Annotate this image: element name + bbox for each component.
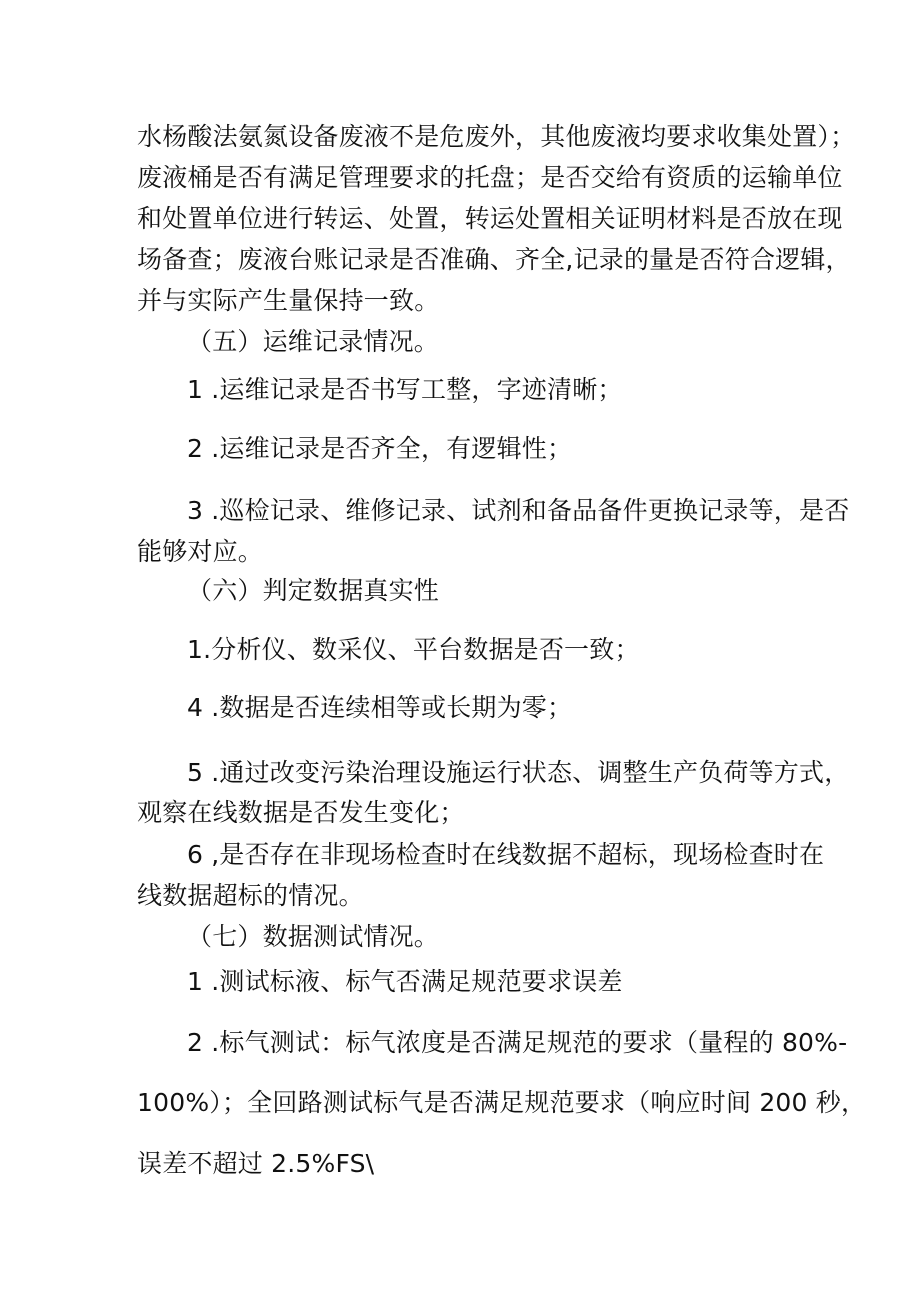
text-line: 并与实际产生量保持一致。: [137, 286, 440, 315]
list-item: 5 .通过改变污染治理设施运行状态、调整生产负荷等方式，: [187, 758, 850, 787]
text-line: 误差不超过 2.5%FS\: [137, 1149, 375, 1178]
text-line: 场备查；废液台账记录是否准确、齐全,记录的量是否符合逻辑，: [137, 245, 851, 274]
text-line: 100%）；全回路测试标气是否满足规范要求（响应时间 200 秒，: [137, 1088, 867, 1117]
text-line: 和处置单位进行转运、处置，转运处置相关证明材料是否放在现: [137, 204, 843, 233]
list-item: 4 .数据是否连续相等或长期为零；: [187, 693, 573, 722]
section-heading: （六）判定数据真实性: [187, 576, 440, 605]
list-item: 1.分析仪、数采仪、平台数据是否一致；: [187, 635, 640, 664]
text-line: 能够对应。: [137, 537, 264, 566]
list-item: 2 .标气测试：标气浓度是否满足规范的要求（量程的 80%-: [187, 1028, 848, 1057]
list-item: 1 .运维记录是否书写工整，字迹清晰；: [187, 375, 623, 404]
list-item: 3 .巡检记录、维修记录、试剂和备品备件更换记录等，是否: [187, 496, 850, 525]
list-item: 1 .测试标液、标气否满足规范要求误差: [187, 967, 623, 996]
section-heading: （七）数据测试情况。: [187, 922, 440, 951]
section-heading: （五）运维记录情况。: [187, 327, 440, 356]
text-line: 水杨酸法氨氮设备废液不是危废外，其他废液均要求收集处置）；: [137, 122, 856, 151]
list-item: 2 .运维记录是否齐全，有逻辑性；: [187, 434, 573, 463]
text-line: 线数据超标的情况。: [137, 881, 364, 910]
text-line: 废液桶是否有满足管理要求的托盘；是否交给有资质的运输单位: [137, 163, 843, 192]
text-line: 观察在线数据是否发生变化；: [137, 798, 465, 827]
list-item: 6 ,是否存在非现场检查时在线数据不超标，现场检查时在: [187, 840, 825, 869]
